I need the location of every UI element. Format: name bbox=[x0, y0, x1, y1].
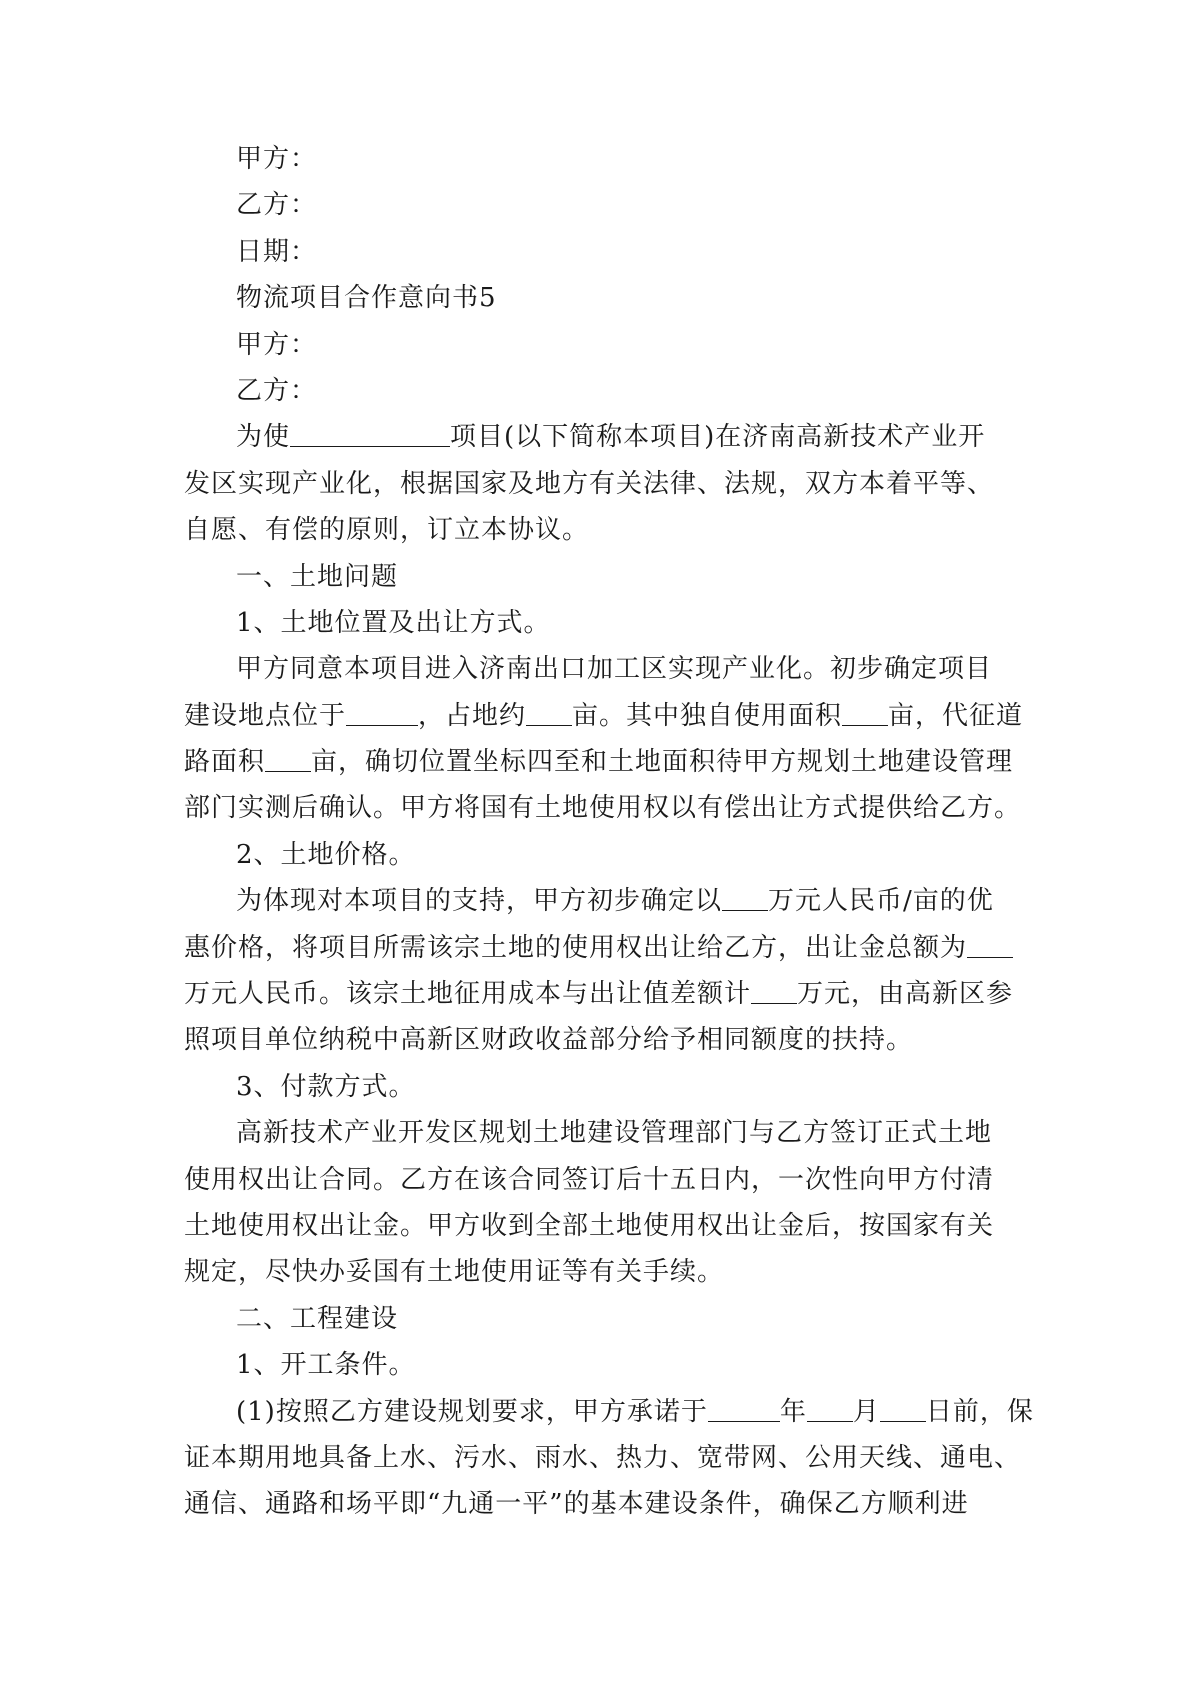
document-title: 物流项目合作意向书5 bbox=[236, 283, 497, 314]
intro-date: 日期： bbox=[236, 236, 318, 267]
item-1-2-line-1 bbox=[184, 878, 1014, 924]
preamble-text: 项目(以下简称本项目)在济南高新技术产业开 bbox=[450, 422, 986, 453]
item-1-1-line-4: 部门实测后确认。甲方将国有土地使用权以有偿出让方式提供给乙方。 bbox=[184, 793, 1022, 824]
item-2-1-line-1 bbox=[184, 1389, 1034, 1435]
item-1-3-line-2: 使用权出让合同。乙方在该合同签订后十五日内，一次性向甲方付清 bbox=[184, 1164, 995, 1195]
difference-blank bbox=[751, 973, 797, 1004]
item-2-1-line-3: 通信、通路和场平即“九通一平”的基本建设条件，确保乙方顺利进 bbox=[184, 1489, 969, 1520]
section-1-heading: 一、土地问题 bbox=[236, 561, 399, 592]
paragraph-text: 月 bbox=[852, 1396, 880, 1427]
own-area-blank bbox=[842, 695, 888, 726]
paragraph-text: 日前，保 bbox=[925, 1396, 1034, 1427]
area-blank bbox=[526, 695, 572, 726]
item-1-2-line-3 bbox=[184, 971, 1014, 1017]
paragraph-text: 年 bbox=[779, 1396, 807, 1427]
document-body bbox=[184, 136, 1034, 1528]
paragraph-text: (1)按照乙方建设规划要求，甲方承诺于 bbox=[236, 1396, 708, 1427]
paragraph-text: 惠价格，将项目所需该宗土地的使用权出让给乙方，出让金总额为 bbox=[184, 932, 968, 963]
unit-price-blank bbox=[722, 880, 768, 911]
preamble-line-3: 自愿、有偿的原则，订立本协议。 bbox=[184, 515, 590, 546]
paragraph-text: 万元，由高新区参 bbox=[797, 979, 1014, 1010]
section-2-heading: 二、工程建设 bbox=[236, 1303, 399, 1334]
item-2-1-heading: 1、开工条件。 bbox=[236, 1350, 416, 1381]
party-a-label: 甲方： bbox=[236, 329, 318, 360]
paragraph-text: 亩，代征道 bbox=[888, 700, 1024, 731]
day-blank bbox=[880, 1391, 926, 1422]
item-1-1-line-3 bbox=[184, 739, 1014, 785]
item-1-2-line-4: 照项目单位纳税中高新区财政收益部分给予相同额度的扶持。 bbox=[184, 1025, 914, 1056]
item-1-2-heading: 2、土地价格。 bbox=[236, 839, 416, 870]
party-b-label: 乙方： bbox=[236, 375, 318, 406]
item-1-3-line-1: 高新技术产业开发区规划土地建设管理部门与乙方签订正式土地 bbox=[236, 1118, 993, 1149]
item-1-3-line-3: 土地使用权出让金。甲方收到全部土地使用权出让金后，按国家有关 bbox=[184, 1210, 995, 1241]
paragraph-text: ，占地约 bbox=[418, 700, 527, 731]
intro-party-b: 乙方： bbox=[236, 190, 318, 221]
year-blank bbox=[708, 1391, 780, 1422]
intro-party-a: 甲方： bbox=[236, 144, 318, 174]
item-1-1-heading: 1、土地位置及出让方式。 bbox=[236, 607, 551, 638]
preamble-line-1 bbox=[184, 414, 1014, 460]
road-area-blank bbox=[265, 741, 311, 772]
paragraph-text: 为体现对本项目的支持，甲方初步确定以 bbox=[236, 886, 723, 917]
project-name-blank bbox=[290, 416, 450, 447]
item-1-2-line-2 bbox=[184, 925, 1014, 971]
paragraph-text: 亩，确切位置坐标四至和土地面积待甲方规划土地建设管理 bbox=[311, 747, 1014, 778]
paragraph-text: 万元人民币。该宗土地征用成本与出让值差额计 bbox=[184, 979, 752, 1010]
preamble-text: 为使 bbox=[236, 422, 291, 453]
preamble-line-2: 发区实现产业化，根据国家及地方有关法律、法规，双方本着平等、 bbox=[184, 468, 995, 499]
item-1-1-line-2 bbox=[184, 693, 1024, 739]
total-amount-blank bbox=[967, 927, 1013, 958]
month-blank bbox=[807, 1391, 853, 1422]
item-1-3-heading: 3、付款方式。 bbox=[236, 1071, 416, 1102]
location-blank bbox=[346, 695, 418, 726]
item-1-1-line-1: 甲方同意本项目进入济南出口加工区实现产业化。初步确定项目 bbox=[236, 654, 993, 685]
paragraph-text: 万元人民币/亩的优 bbox=[768, 886, 994, 917]
item-2-1-line-2: 证本期用地具备上水、污水、雨水、热力、宽带网、公用天线、通电、 bbox=[184, 1442, 1022, 1473]
item-1-3-line-4: 规定，尽快办妥国有土地使用证等有关手续。 bbox=[184, 1257, 725, 1288]
paragraph-text: 建设地点位于 bbox=[184, 700, 347, 731]
paragraph-text: 亩。其中独自使用面积 bbox=[572, 700, 843, 731]
paragraph-text: 路面积 bbox=[184, 747, 266, 778]
